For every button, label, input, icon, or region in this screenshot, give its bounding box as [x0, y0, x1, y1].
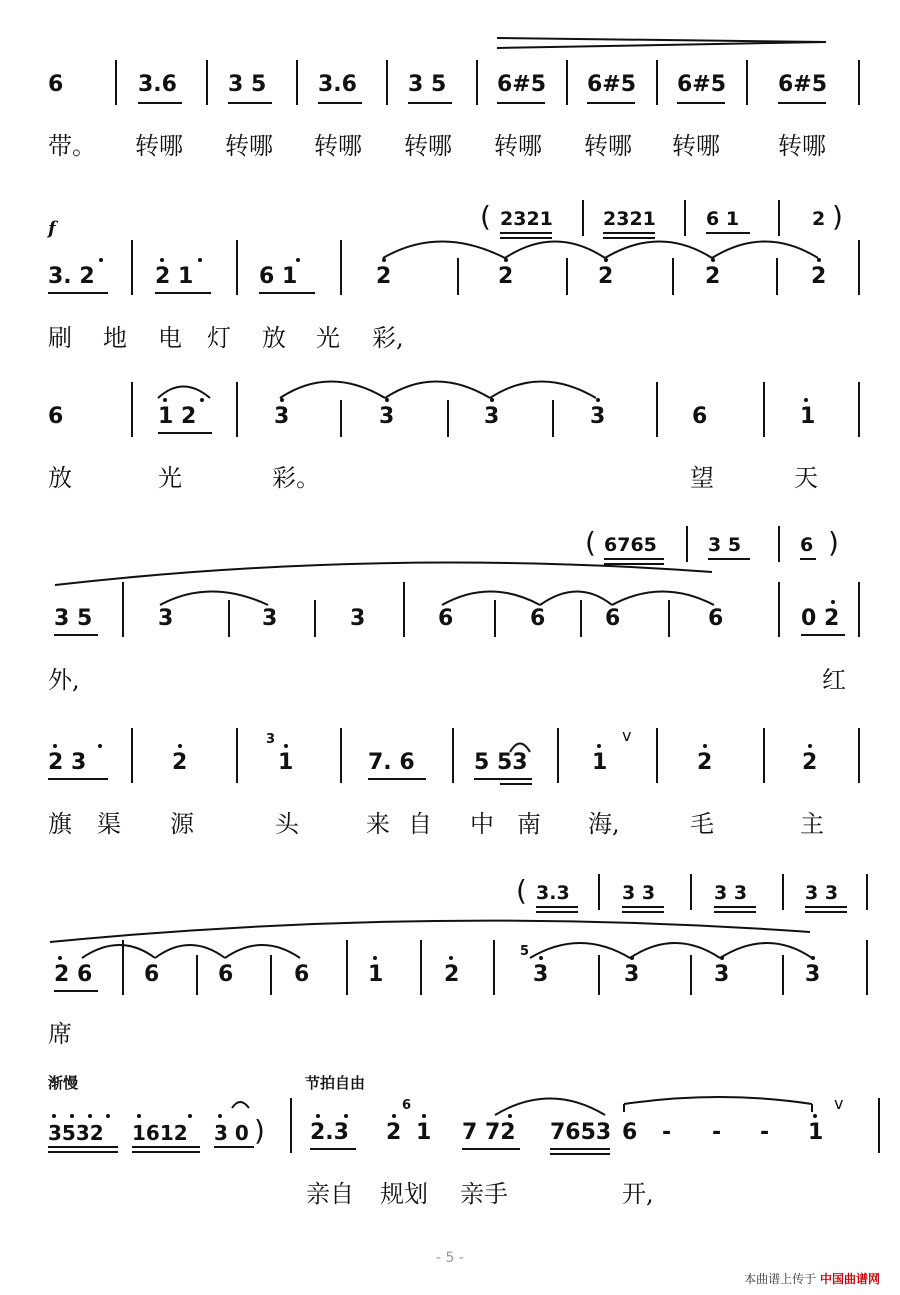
note: 2 — [498, 264, 514, 289]
lyric: 刷 — [48, 324, 72, 352]
paren-close: ) — [254, 1114, 265, 1147]
lyric: 红 — [822, 666, 846, 694]
octave-dot — [99, 258, 103, 262]
octave-dot — [811, 956, 815, 960]
grace-note: 6 — [402, 1098, 412, 1113]
octave-dot — [198, 258, 202, 262]
breath-mark: v — [834, 1094, 844, 1113]
lyric: 中 — [470, 810, 494, 838]
octave-dot — [596, 398, 600, 402]
octave-dot — [817, 258, 821, 262]
note: 1 — [800, 404, 816, 429]
octave-dot — [504, 258, 508, 262]
lyric: 转哪 — [494, 132, 542, 160]
note: 2 — [376, 264, 392, 289]
note: 3 — [533, 962, 549, 987]
note: 2 6 — [54, 962, 93, 987]
paren-open: ( — [516, 874, 527, 907]
underline — [132, 1146, 200, 1148]
octave-dot — [70, 1114, 74, 1118]
lyric: 转哪 — [314, 132, 362, 160]
note: 2 — [811, 264, 827, 289]
underline — [462, 1148, 520, 1150]
lyric: 外, — [48, 666, 80, 694]
accompaniment-note: 3 3 — [714, 882, 748, 904]
octave-dot — [392, 1114, 396, 1118]
page-number: - 5 - — [436, 1250, 464, 1266]
tempo-marking: 渐慢 — [48, 1074, 79, 1092]
note: 2 — [697, 750, 713, 775]
note: 3 — [484, 404, 500, 429]
octave-dot — [88, 1114, 92, 1118]
note: 3 0 — [214, 1121, 249, 1145]
accompaniment-note: 6765 — [604, 534, 657, 556]
lyric: 电 — [158, 324, 182, 352]
note: 3 — [805, 962, 821, 987]
lyric: 南 — [517, 810, 541, 838]
grace-note: 5 — [520, 944, 530, 959]
note: 2 — [802, 750, 818, 775]
octave-dot — [604, 258, 608, 262]
note: 3 5 — [228, 72, 267, 97]
lyric: 开, — [622, 1180, 654, 1208]
octave-dot — [163, 398, 167, 402]
breath-mark: v — [622, 726, 632, 745]
note: 6 — [622, 1120, 638, 1145]
accompaniment-note: 3.3 — [536, 882, 570, 904]
lyric: 放 — [262, 324, 286, 352]
note: 7 72 — [462, 1120, 516, 1145]
accompaniment-note: 3 3 — [805, 882, 839, 904]
dynamic-marking: f — [48, 218, 56, 239]
lyric: 源 — [170, 810, 194, 838]
note: 2 — [386, 1120, 402, 1145]
octave-dot — [449, 956, 453, 960]
note: 3 5 — [408, 72, 447, 97]
note: 6#5 — [587, 72, 637, 97]
underline — [550, 1153, 610, 1155]
octave-dot — [422, 1114, 426, 1118]
octave-dot — [280, 398, 284, 402]
accompaniment-note: 2321 — [603, 208, 656, 230]
note: 3 — [714, 962, 730, 987]
underline — [310, 1148, 356, 1150]
octave-dot — [508, 1114, 512, 1118]
lyric: 规划 — [380, 1180, 428, 1208]
note: 2.3 — [310, 1120, 349, 1145]
octave-dot — [160, 258, 164, 262]
lyric: 彩。 — [272, 464, 320, 492]
lyric: 彩, — [372, 324, 404, 352]
paren-close: ) — [832, 200, 843, 233]
note: 6 — [294, 962, 310, 987]
note: 3 — [158, 606, 174, 631]
note: 6 — [48, 72, 64, 97]
lyric: 转哪 — [135, 132, 183, 160]
paren-open: ( — [585, 526, 596, 559]
note: 3 — [379, 404, 395, 429]
octave-dot — [137, 1114, 141, 1118]
note: 1 — [368, 962, 384, 987]
octave-dot — [539, 956, 543, 960]
lyric: 来 — [366, 810, 390, 838]
octave-dot — [808, 744, 812, 748]
note: 1 — [416, 1120, 432, 1145]
octave-dot — [804, 398, 808, 402]
note: 1 — [278, 750, 294, 775]
lyric: 自 — [408, 810, 432, 838]
note: 2 1 — [155, 264, 194, 289]
octave-dot — [831, 600, 835, 604]
barline — [878, 1098, 880, 1153]
octave-dot — [98, 744, 102, 748]
note: 6 — [530, 606, 546, 631]
lyric: 光 — [158, 464, 182, 492]
underline — [48, 1151, 118, 1153]
note: 3 — [590, 404, 606, 429]
lyric: 旗 — [48, 810, 72, 838]
note: 6 — [438, 606, 454, 631]
octave-dot — [284, 744, 288, 748]
octave-dot — [703, 744, 707, 748]
watermark — [744, 1270, 880, 1287]
lyric: 灯 — [207, 324, 231, 352]
note: - — [760, 1120, 770, 1145]
note: 6#5 — [677, 72, 727, 97]
note: 7. 6 — [368, 750, 415, 775]
accompaniment-note: 3 5 — [708, 534, 742, 556]
note: 3. 2 — [48, 264, 95, 289]
lyric: 地 — [103, 324, 127, 352]
note: 3.6 — [318, 72, 357, 97]
underline — [550, 1148, 610, 1150]
lyric: 渠 — [97, 810, 121, 838]
note: 2 — [598, 264, 614, 289]
lyric: 亲自 — [306, 1180, 354, 1208]
grace-note: 3 — [266, 732, 276, 747]
site-logo-text: 中国曲谱网 — [819, 1272, 880, 1286]
accompaniment-note: 6 1 — [706, 208, 740, 230]
note: 3 5 — [54, 606, 93, 631]
lyric: 带。 — [48, 132, 96, 160]
note: 6 — [692, 404, 708, 429]
lyric: 主 — [800, 810, 824, 838]
octave-dot — [316, 1114, 320, 1118]
octave-dot — [711, 258, 715, 262]
octave-dot — [373, 956, 377, 960]
lyric: 席 — [48, 1020, 72, 1048]
octave-dot — [385, 398, 389, 402]
note: 6 — [48, 404, 64, 429]
note: 6 — [218, 962, 234, 987]
lyric: 天 — [794, 464, 818, 492]
paren-close: ) — [828, 526, 839, 559]
note: 2 — [705, 264, 721, 289]
note: 3 — [350, 606, 366, 631]
octave-dot — [188, 1114, 192, 1118]
note: 1612 — [132, 1121, 188, 1145]
note: - — [712, 1120, 722, 1145]
note: 6 — [708, 606, 724, 631]
octave-dot — [344, 1114, 348, 1118]
lyric: 转哪 — [225, 132, 273, 160]
lyric: 放 — [48, 464, 72, 492]
note: 2 — [172, 750, 188, 775]
octave-dot — [218, 1114, 222, 1118]
accompaniment-note: 6 — [800, 534, 814, 556]
note: 2 3 — [48, 750, 87, 775]
barline — [290, 1098, 292, 1153]
underline — [132, 1151, 200, 1153]
lyric: 转哪 — [584, 132, 632, 160]
octave-dot — [382, 258, 386, 262]
octave-dot — [178, 744, 182, 748]
accompaniment-note: 3 3 — [622, 882, 656, 904]
note: 3532 — [48, 1121, 104, 1145]
note: 1 — [592, 750, 608, 775]
octave-dot — [53, 744, 57, 748]
lyric: 转哪 — [778, 132, 826, 160]
note: 7653 — [550, 1120, 612, 1145]
note: 1 2 — [158, 404, 197, 429]
note: 3 — [624, 962, 640, 987]
lyric: 望 — [690, 464, 714, 492]
lyric: 亲手 — [460, 1180, 508, 1208]
octave-dot — [200, 398, 204, 402]
note: 6 — [605, 606, 621, 631]
octave-dot — [813, 1114, 817, 1118]
tempo-marking: 节拍自由 — [305, 1074, 366, 1092]
note: - — [662, 1120, 672, 1145]
paren-open: ( — [480, 200, 491, 233]
lyric: 光 — [316, 324, 340, 352]
octave-dot — [630, 956, 634, 960]
octave-dot — [720, 956, 724, 960]
note: 0 2 — [801, 606, 840, 631]
octave-dot — [490, 398, 494, 402]
lyric: 转哪 — [672, 132, 720, 160]
note: 3 — [262, 606, 278, 631]
upload-note: 本曲谱上传于 — [744, 1272, 817, 1286]
octave-dot — [597, 744, 601, 748]
note: 3.6 — [138, 72, 177, 97]
lyric: 头 — [275, 810, 299, 838]
note: 6#5 — [497, 72, 547, 97]
note: 3 — [274, 404, 290, 429]
note: 6 — [144, 962, 160, 987]
lyric: 海, — [588, 810, 620, 838]
octave-dot — [58, 956, 62, 960]
note: 6#5 — [778, 72, 828, 97]
note: 2 — [444, 962, 460, 987]
octave-dot — [52, 1114, 56, 1118]
octave-dot — [296, 258, 300, 262]
accompaniment-note: 2 — [812, 208, 826, 230]
octave-dot — [106, 1114, 110, 1118]
lyric: 转哪 — [404, 132, 452, 160]
underline — [48, 1146, 118, 1148]
note: 6 1 — [259, 264, 298, 289]
accompaniment-note: 2321 — [500, 208, 553, 230]
note: 5 53 — [474, 750, 528, 775]
underline — [214, 1146, 254, 1148]
note: 1 — [808, 1120, 824, 1145]
lyric: 毛 — [690, 810, 714, 838]
